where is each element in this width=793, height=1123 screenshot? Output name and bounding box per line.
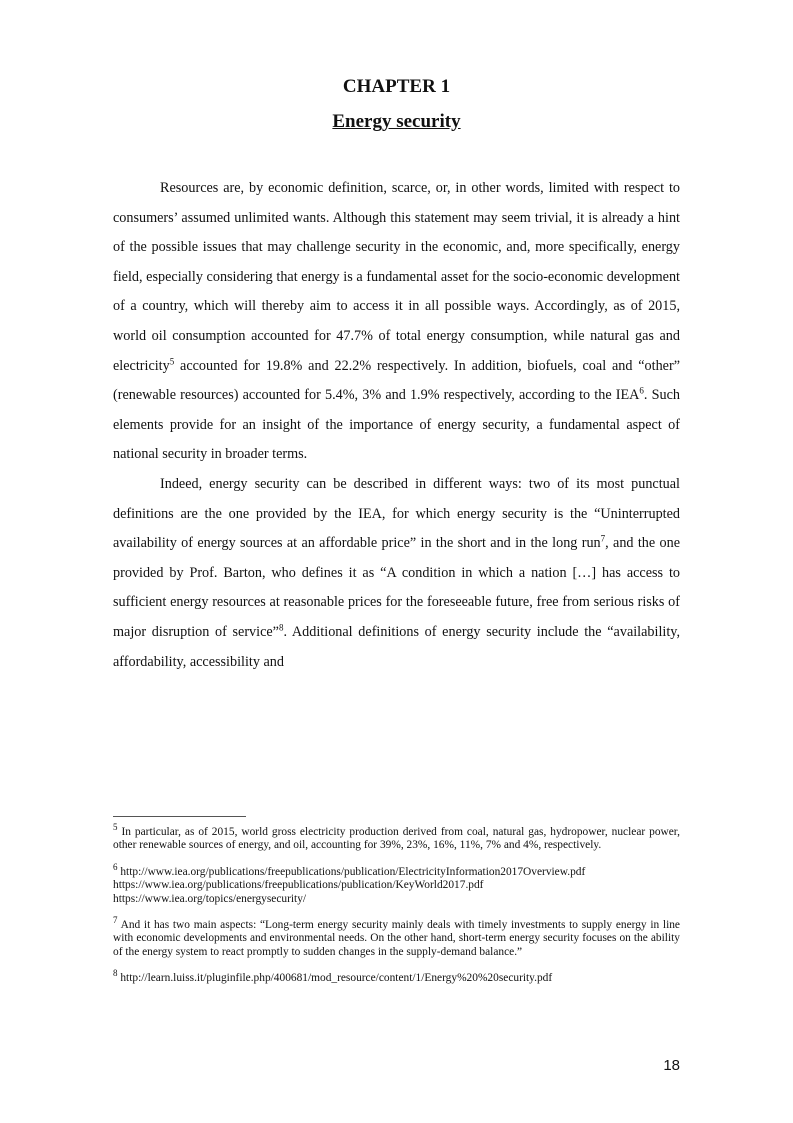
paragraph-1-part-a: Resources are, by economic definition, scarce, or, in other words, limited with respect to consumers’ assumed unlimited wants. Although this statement may seem trivial, it is already a hint of the possible issues that may challenge security in the economic, and, more specifically, energy field, especially considering that energy is a fundamental asset for the socio-economic development of a country, which will thereby aim to access it in all possible ways. Accordingly, as of 2015, world oil consumption accounted for 47.7% of total energy consumption, while natural gas and electricity xyxy=(113,180,680,374)
footnote-6-link-3[interactable]: https://www.iea.org/topics/energysecurity/ xyxy=(113,892,307,905)
footnote-6-link-1[interactable]: http://www.iea.org/publications/freepublications/publication/ElectricityInformation2017Overview.pdf xyxy=(120,865,586,878)
footnote-6-link-2[interactable]: https://www.iea.org/publications/freepublications/publication/KeyWorld2017.pdf xyxy=(113,879,484,892)
paragraph-1 xyxy=(113,174,680,470)
paragraph-2-part-b: , and the one provided by Prof. Barton, who defines it as “A condition in which a nation […] has access to sufficient energy resources at reasonable prices for the foreseeable future, free from serious risks of major disruption of service” xyxy=(113,535,680,640)
footnote-6-number: 6 xyxy=(113,862,118,873)
chapter-title xyxy=(0,111,793,133)
footnote-ref-8: 8 xyxy=(278,622,284,633)
footnote-ref-7: 7 xyxy=(600,533,606,544)
footnote-5-number: 5 xyxy=(113,822,118,833)
paragraph-2-part-a: Indeed, energy security can be described in different ways: two of its most punctual definitions are the one provided by the IEA, for which energy security is the “Uninterrupted availability of energy sources at an affordable price” in the short and in the long run xyxy=(113,475,680,552)
paragraph-1-part-b: accounted for 19.8% and 22.2% respectively. In addition, biofuels, coal and “other” (renewable resources) accounted for 5.4%, 3% and 1.9% respectively, according to the IEA xyxy=(113,357,680,404)
paragraph-2-part-c: . Additional definitions of energy security include the “availability, affordability, accessibility and xyxy=(113,623,681,670)
footnote-7-number: 7 xyxy=(113,915,118,926)
footnote-ref-5: 5 xyxy=(169,355,175,366)
body-text xyxy=(113,174,680,677)
footnote-8 xyxy=(113,968,680,985)
chapter-label: CHAPTER 1 xyxy=(342,76,451,97)
footnote-7-text: And it has two main aspects: “Long-term energy security mainly deals with timely investments to supply energy in line with economic developments and environmental needs. On the other hand, short-term energy security focuses on the ability of the energy system to react promptly to sudden changes in the supply-demand balance.” xyxy=(113,919,680,958)
footnote-5-text: In particular, as of 2015, world gross electricity production derived from coal, natural gas, hydropower, nuclear power, other renewable sources of energy, and oil, accounting for 39%, 23%, 16%, 11%, 7% and 4%, respectively. xyxy=(113,826,680,852)
footnote-6 xyxy=(113,862,680,906)
footnote-8-number: 8 xyxy=(113,968,118,979)
paragraph-1-part-c: . Such elements provide for an insight of the importance of energy security, a fundamental aspect of national security in broader terms. xyxy=(113,387,681,463)
chapter-title-text: Energy security xyxy=(332,111,461,132)
footnote-8-link[interactable]: http://learn.luiss.it/pluginfile.php/400681/mod_resource/content/1/Energy%20%20security.pdf xyxy=(120,972,553,985)
paragraph-2 xyxy=(113,470,680,677)
footnotes xyxy=(113,822,680,999)
footnote-ref-6: 6 xyxy=(639,385,644,396)
footnote-5 xyxy=(113,822,680,853)
footnote-separator xyxy=(113,816,246,817)
footnote-7 xyxy=(113,915,680,959)
page-number: 18 xyxy=(663,1057,680,1074)
